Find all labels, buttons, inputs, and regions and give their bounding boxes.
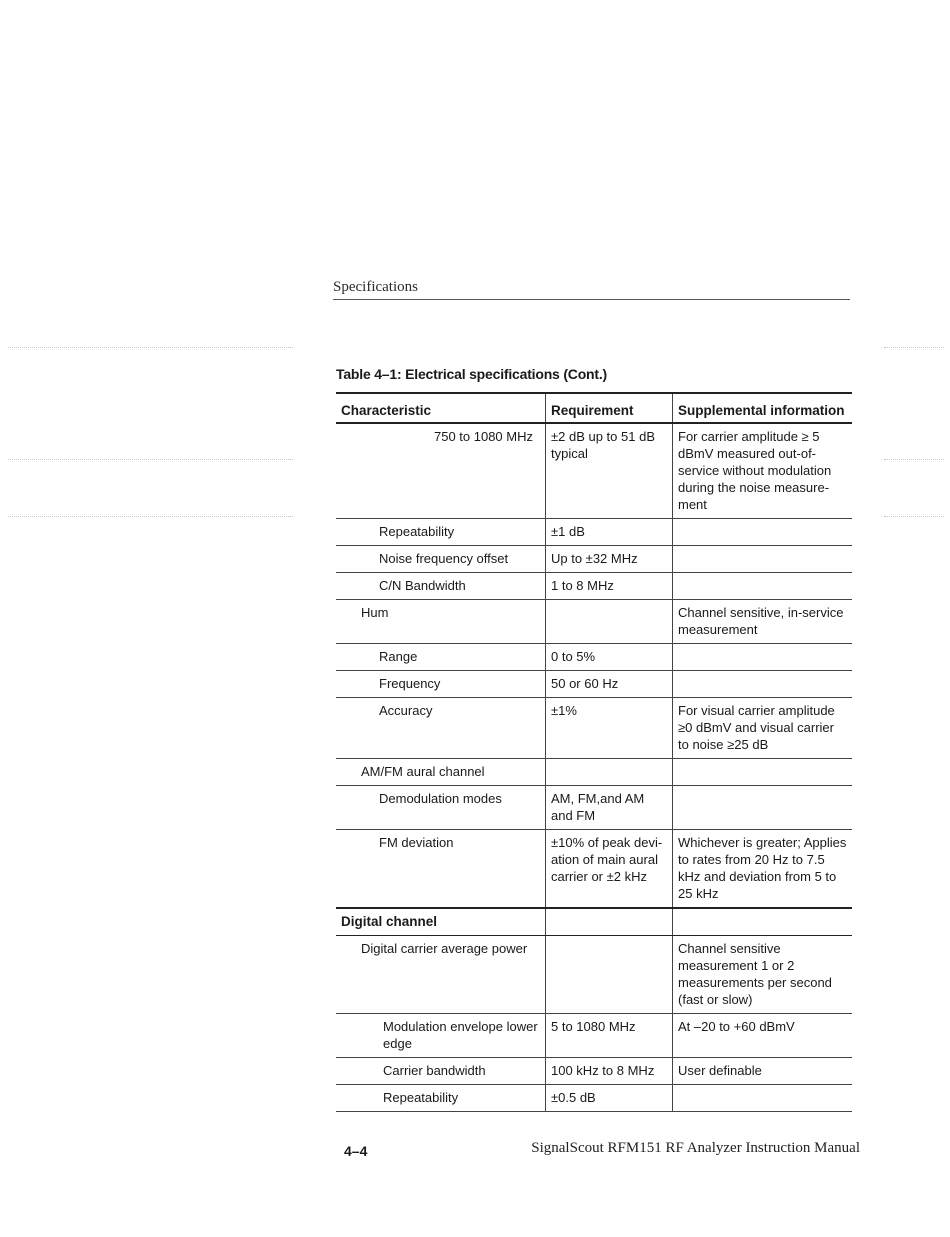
cell-characteristic: Hum (336, 600, 546, 644)
cell-supplemental: Whichever is greater; Applies to rates from 20 Hz to 7.5 kHz and deviation from 5 to 25 kHz (673, 830, 853, 909)
table-row (336, 830, 852, 909)
cell-characteristic: Range (336, 644, 546, 671)
cell-characteristic: Modulation envelope lower edge (336, 1014, 546, 1058)
cell-supplemental: For visual carrier amplitude ≥0 dBmV and visual carrier to noise ≥25 dB (673, 698, 853, 759)
section-row-digital-channel (336, 908, 852, 936)
cell-requirement: 0 to 5% (546, 644, 673, 671)
cell-requirement: 5 to 1080 MHz (546, 1014, 673, 1058)
cell-supplemental (673, 644, 853, 671)
cell-characteristic: AM/FM aural channel (336, 759, 546, 786)
cell-requirement (546, 936, 673, 1014)
scan-dotted-line (8, 516, 293, 517)
cell-requirement: ±2 dB up to 51 dB typical (546, 423, 673, 519)
table-row (336, 936, 852, 1014)
table-row (336, 573, 852, 600)
table-row (336, 698, 852, 759)
scan-dotted-line (884, 516, 944, 517)
table-row (336, 600, 852, 644)
scan-dotted-line (8, 347, 293, 348)
page-number: 4–4 (344, 1143, 368, 1159)
cell-supplemental (673, 546, 853, 573)
cell-characteristic: Repeatability (336, 1085, 546, 1112)
cell-supplemental: For carrier amplitude ≥ 5 dBmV measured out-of-service without modulation during the noise measure-ment (673, 423, 853, 519)
table-row (336, 1058, 852, 1085)
table-row (336, 1085, 852, 1112)
table-row (336, 423, 852, 519)
table-row (336, 671, 852, 698)
cell-characteristic: Frequency (336, 671, 546, 698)
table-title: Table 4–1: Electrical specifications (Cont.) (336, 366, 608, 382)
cell-requirement: ±10% of peak devi-ation of main aural carrier or ±2 kHz (546, 830, 673, 909)
cell-requirement: 1 to 8 MHz (546, 573, 673, 600)
cell-supplemental (673, 671, 853, 698)
section-heading: Digital channel (336, 908, 546, 936)
cell-requirement: ±1% (546, 698, 673, 759)
table-row (336, 546, 852, 573)
table-row (336, 786, 852, 830)
cell-supplemental: At –20 to +60 dBmV (673, 1014, 853, 1058)
table-header-row (336, 393, 852, 423)
cell-supplemental: Channel sensitive, in-service measurement (673, 600, 853, 644)
cell-requirement: AM, FM,and AM and FM (546, 786, 673, 830)
column-header-requirement: Requirement (546, 393, 673, 423)
cell-requirement: ±0.5 dB (546, 1085, 673, 1112)
scan-dotted-line (884, 347, 944, 348)
column-header-supplemental: Supplemental information (673, 393, 853, 423)
cell-characteristic: C/N Bandwidth (336, 573, 546, 600)
column-header-characteristic: Characteristic (336, 393, 546, 423)
cell-characteristic: Noise frequency offset (336, 546, 546, 573)
cell-requirement: 100 kHz to 8 MHz (546, 1058, 673, 1085)
manual-title: SignalScout RFM151 RF Analyzer Instruction Manual (531, 1140, 860, 1156)
scan-dotted-line (884, 459, 944, 460)
cell-characteristic: FM deviation (336, 830, 546, 909)
cell-characteristic: Digital carrier average power (336, 936, 546, 1014)
table-row (336, 759, 852, 786)
cell-requirement: 50 or 60 Hz (546, 671, 673, 698)
cell-characteristic: Accuracy (336, 698, 546, 759)
cell-characteristic: Repeatability (336, 519, 546, 546)
cell-requirement: ±1 dB (546, 519, 673, 546)
cell-supplemental: User definable (673, 1058, 853, 1085)
cell-requirement (546, 759, 673, 786)
cell-supplemental (673, 759, 853, 786)
cell-requirement (546, 908, 673, 936)
scan-dotted-line (8, 459, 293, 460)
electrical-specifications-table (336, 392, 852, 1112)
table-row (336, 644, 852, 671)
cell-characteristic: Demodulation modes (336, 786, 546, 830)
table-row (336, 519, 852, 546)
cell-requirement (546, 600, 673, 644)
cell-supplemental (673, 786, 853, 830)
running-head: Specifications (333, 279, 850, 300)
cell-supplemental: Channel sensitive measurement 1 or 2 measurements per second (fast or slow) (673, 936, 853, 1014)
cell-supplemental (673, 519, 853, 546)
cell-characteristic: Carrier bandwidth (336, 1058, 546, 1085)
table-row (336, 1014, 852, 1058)
cell-characteristic: 750 to 1080 MHz (336, 423, 546, 519)
cell-supplemental (673, 908, 853, 936)
cell-supplemental (673, 1085, 853, 1112)
cell-supplemental (673, 573, 853, 600)
cell-requirement: Up to ±32 MHz (546, 546, 673, 573)
